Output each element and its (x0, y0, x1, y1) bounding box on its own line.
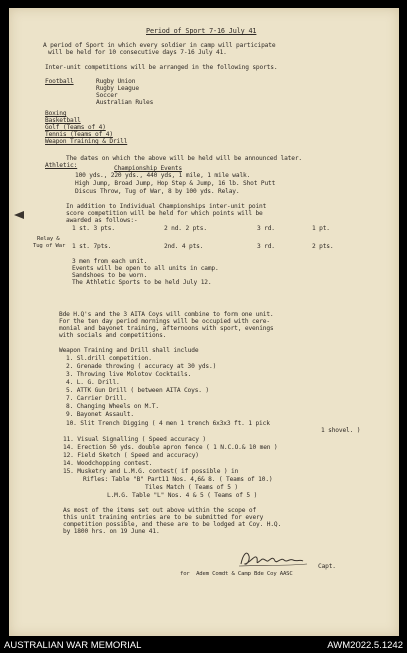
training-para-line: monial and bayonet training, afternoons with sport, evenings (59, 325, 274, 332)
weapon-item: 9. Bayonet Assault. (66, 411, 134, 418)
points-side-label: Tug of War (33, 243, 66, 249)
closing-para-line: competition possible, and these are to be lodged at Coy. H.Q. (63, 521, 282, 528)
footer-accession-number: AWM2022.5.1242 (327, 640, 403, 651)
points-cell: 1 pt. (312, 225, 330, 232)
weapon-item: 2. Grenade throwing ( accuracy at 30 yds.) (66, 363, 217, 370)
athletics-label: Athletic: (45, 162, 78, 169)
football-code: Rugby Union (96, 78, 136, 85)
athletics-event-line: Discus Throw, Tug of War, 8 by 100 yds. Relay. (75, 188, 240, 195)
points-cell: 1 st. 3 pts. (72, 225, 115, 232)
weapon-item: 8. Changing Wheels on M.T. (66, 403, 159, 410)
entry-line: 3 men from each unit. (72, 258, 148, 265)
sport-item: Boxing (45, 110, 67, 117)
points-cell: 3 rd. (257, 243, 275, 250)
athletics-event-line: 100 yds., 220 yds., 440 yds, 1 mile, 1 mile walk. (75, 172, 251, 179)
intro-line-2: will be held for 10 consecutive days 7-16 July 41. (48, 49, 227, 56)
training-para-line: For the ten day period mornings will be occupied with cere- (59, 318, 270, 325)
weapon-item: 1. Sl.drill competition. (66, 355, 152, 362)
signature-rank: Capt. (318, 563, 336, 570)
training-para-line: Bde H.Q's and the 3 AITA Coys will combine to form one unit. (59, 311, 274, 318)
points-intro-line: score competition will be held for which points will be (66, 210, 263, 217)
sport-item: Tennis (Teams of 4) (45, 131, 113, 138)
football-heading: Football (45, 78, 74, 85)
weapon-item: 15. Musketry and L.M.G. contest( if possible ) in (63, 468, 239, 475)
weapon-item: 14. Erection 50 yds. double apron fence ( 1 N.C.O.& 10 men ) (63, 444, 278, 451)
points-side-label: Relay & (37, 236, 60, 242)
weapon-item: 4. L. G. Drill. (66, 379, 120, 386)
entry-line: The Athletic Sports to be held July 12. (72, 279, 212, 286)
intro-line-1: A period of Sport in which every soldier in camp will participate (43, 42, 276, 49)
points-intro-line: awarded as follows:- (66, 217, 138, 224)
athletics-heading: Championship Events (114, 165, 182, 172)
musketry-rifles-line: Rifles: Table "B" Part11 Nos. 4,6& 8. ( Teams of 10.) (83, 476, 273, 483)
sport-item: Weapon Training & Drill (45, 138, 128, 145)
points-intro-line: In addition to Individual Championships inter-unit point (66, 203, 267, 210)
weapon-item-continuation: 1 shovel. ) (321, 427, 361, 434)
closing-para-line: by 1800 hrs. on 19 June 41. (63, 528, 160, 535)
document-title: Period of Sport 7-16 July 41 (146, 27, 257, 35)
musketry-lmg-line: L.M.G. Table "L" Nos. 4 & 5 ( Teams of 5 ) (107, 492, 258, 499)
weapon-item: 5. ATTK Gun Drill ( between AITA Coys. ) (66, 387, 210, 394)
entry-line: Events will be open to all units in camp. (72, 265, 219, 272)
weapon-item: 14. Woodchopping contest. (63, 460, 153, 467)
athletics-event-line: High Jump, Broad Jump, Hop Step & Jump, 16 lb. Shot Putt (75, 180, 276, 187)
sport-item: Golf (Teams of 4) (45, 124, 106, 131)
closing-para-line: As most of the items set out above within the scope of (63, 507, 257, 514)
musketry-tiles-line: Tiles Match ( Teams of 5 ) (145, 484, 238, 491)
weapon-item: 12. Field Sketch ( Speed and accuracy) (63, 452, 199, 459)
inter-unit-line: Inter-unit competitions will be arranged in the following sports. (45, 64, 278, 71)
document-page (9, 8, 399, 636)
sport-item: Basketball (45, 117, 81, 124)
points-cell: 2 nd. 2 pts. (164, 225, 207, 232)
weapon-item: 7. Carrier Drill. (66, 395, 127, 402)
football-code: Soccer (96, 92, 118, 99)
weapon-item: 3. Throwing live Molotov Cocktails. (66, 371, 192, 378)
signature-for-line: for Adem Comdt & Camp Bde Coy AASC (180, 571, 293, 577)
points-cell: 3 rd. (257, 225, 275, 232)
footer-institution: AUSTRALIAN WAR MEMORIAL (4, 640, 142, 651)
points-cell: 2nd. 4 pts. (164, 243, 204, 250)
entry-line: Sandshoes to be worn. (72, 272, 148, 279)
football-code: Australian Rules (96, 99, 154, 106)
training-para-line: with socials and competitions. (59, 332, 167, 339)
dates-line: The dates on which the above will be held will be announced later. (66, 155, 302, 162)
weapon-intro: Weapon Training and Drill shall include (59, 347, 199, 354)
archive-footer (0, 636, 407, 653)
weapon-item: 10. Slit Trench Digging ( 4 men 1 trench 6x3x3 ft. 1 pick (66, 420, 270, 427)
football-code: Rugby League (96, 85, 139, 92)
closing-para-line: this unit training entries are to be submitted for every (63, 514, 264, 521)
points-cell: 1 st. 7pts. (72, 243, 112, 250)
handwritten-signature (237, 548, 327, 570)
weapon-item: 11. Visual Signalling ( Speed accuracy ) (63, 436, 207, 443)
pointer-arrow-icon (14, 211, 24, 219)
points-cell: 2 pts. (312, 243, 334, 250)
